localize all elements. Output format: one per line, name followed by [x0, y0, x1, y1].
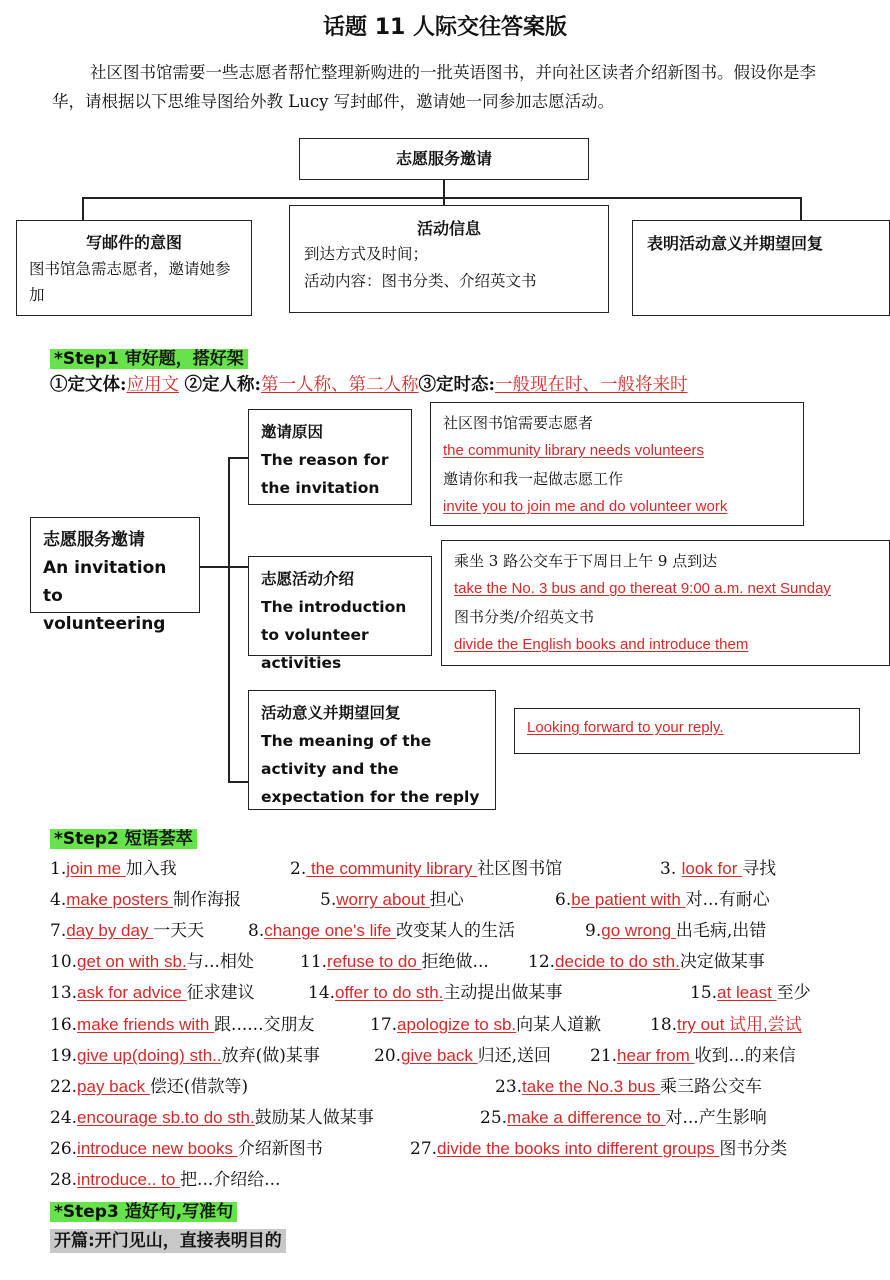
phrase-english: take the No.3 bus	[522, 1077, 661, 1096]
phrase-number: 28.	[50, 1170, 78, 1190]
phrase-item	[410, 1134, 787, 1159]
phrase-english: at least	[717, 983, 777, 1002]
intro-detail-2-cn: 图书分类/介绍英文书	[454, 608, 595, 626]
phrase-chinese: 至少	[776, 983, 811, 1003]
map1-intent-box	[16, 220, 252, 316]
map2-reason-box	[248, 409, 412, 505]
phrase-item	[495, 1072, 762, 1097]
phrase-english: hear from	[617, 1046, 695, 1065]
phrase-chinese: 对...有耐心	[685, 890, 770, 910]
step1-label: *Step1 审好题，搭好架	[50, 349, 248, 369]
phrase-english: give up(doing) sth..	[77, 1046, 222, 1065]
intro-paragraph: 社区图书馆需要一些志愿者帮忙整理新购进的一批英语图书，并向社区读者介绍新图书。假设你是李华，请根据以下思维导图给外教 Lucy 写封邮件，邀请她一同参加志愿活动。	[52, 63, 816, 111]
phrase-item	[555, 885, 770, 910]
phrase-item	[290, 854, 562, 879]
phrase-item	[50, 1103, 374, 1128]
connector	[228, 781, 248, 783]
map2-reason-cn: 邀请原因	[261, 423, 324, 441]
tense-label: ③定时态:	[418, 375, 495, 395]
phrase-item	[320, 885, 464, 910]
phrase-number: 21.	[590, 1046, 618, 1066]
intro-detail-1-en: take the No. 3 bus and go thereat 9:00 a.m. next Sunday	[454, 580, 831, 597]
phrase-item	[370, 1010, 601, 1035]
map2-intro-cn: 志愿活动介绍	[261, 570, 355, 588]
genre-label: ①定文体:	[50, 375, 127, 395]
phrase-english: day by day	[66, 921, 154, 940]
phrase-english: be patient with	[571, 890, 686, 909]
map2-meaning-box	[248, 690, 496, 810]
map2-root-en: An invitation to volunteering	[43, 558, 167, 634]
map1-meaning-box	[632, 220, 890, 316]
map1-info-box	[289, 205, 609, 313]
person-value: 第一人称、第二人称	[261, 375, 419, 395]
map1-root: 志愿服务邀请	[395, 149, 492, 168]
phrase-item	[50, 916, 204, 941]
phrase-item	[650, 1010, 802, 1035]
phrase-english: apologize to sb.	[397, 1015, 517, 1034]
phrase-english: encourage sb.to do sth.	[77, 1108, 255, 1127]
phrase-number: 27.	[410, 1139, 438, 1159]
phrase-chinese: 跟......交朋友	[214, 1015, 315, 1035]
phrase-chinese: 对...产生影响	[665, 1108, 767, 1128]
phrase-number: 24.	[50, 1108, 78, 1128]
step2-heading	[50, 824, 197, 849]
step1-heading	[50, 344, 248, 369]
map2-intro-box	[248, 556, 432, 672]
phrase-item	[528, 947, 765, 972]
connector	[82, 197, 84, 221]
phrase-chinese: 一天天	[153, 921, 205, 941]
opening-heading	[50, 1226, 286, 1251]
reason-detail-1-en: the community library needs volunteers	[443, 442, 704, 459]
phrase-english: go wrong	[601, 921, 676, 940]
phrase-item	[308, 978, 562, 1003]
phrase-number: 12.	[528, 952, 556, 972]
phrase-chinese: 改变某人的生活	[396, 921, 516, 941]
phrase-item	[690, 978, 811, 1003]
phrase-item	[590, 1041, 796, 1066]
map2-reason-detail-box	[430, 402, 804, 526]
map2-meaning-cn: 活动意义并期望回复	[261, 704, 401, 722]
connector	[200, 566, 248, 568]
phrase-item	[50, 1041, 320, 1066]
connector	[800, 197, 802, 221]
phrase-english: change one's life	[264, 921, 397, 940]
phrase-number: 10.	[50, 952, 78, 972]
phrase-chinese: 决定做某事	[679, 952, 765, 972]
phrase-item	[300, 947, 489, 972]
phrase-number: 19.	[50, 1046, 78, 1066]
phrase-english: worry about	[336, 890, 430, 909]
map2-root-cn: 志愿服务邀请	[43, 530, 145, 550]
phrase-chinese: 担心	[429, 890, 464, 910]
map2-intro-en: The introduction to volunteer activities	[261, 598, 407, 672]
phrase-item	[480, 1103, 767, 1128]
map1-info-line1: 到达方式及时间；	[304, 245, 429, 263]
phrase-chinese: 介绍新图书	[237, 1139, 323, 1159]
connector	[228, 457, 248, 459]
phrase-item	[50, 1134, 323, 1159]
phrase-english: give back	[401, 1046, 478, 1065]
page-title: 话题 11 人际交往答案版	[323, 15, 567, 40]
phrase-chinese: 主动提出做某事	[443, 983, 563, 1003]
reason-detail-2-en: invite you to join me and do volunteer work	[443, 498, 728, 515]
phrase-english: refuse to do	[327, 952, 422, 971]
phrase-number: 11.	[300, 952, 328, 972]
phrase-chinese: 鼓励某人做某事	[254, 1108, 374, 1128]
phrase-number: 13.	[50, 983, 78, 1003]
map2-meaning-en: The meaning of the activity and the expectation for the reply	[261, 732, 480, 806]
map1-intent-title: 写邮件的意图	[85, 233, 182, 252]
phrase-english: get on with sb.	[77, 952, 187, 971]
connector	[228, 457, 230, 782]
phrase-english: make friends with	[77, 1015, 215, 1034]
phrase-number: 18.	[650, 1015, 678, 1035]
phrase-number: 3.	[660, 859, 682, 879]
phrase-item	[50, 1165, 281, 1190]
phrase-item	[374, 1041, 551, 1066]
phrase-number: 14.	[308, 983, 336, 1003]
phrase-chinese: 制作海报	[173, 890, 241, 910]
phrase-english: introduce.. to	[77, 1170, 181, 1189]
map1-info-line2: 活动内容：图书分类、介绍英文书	[304, 272, 537, 290]
phrase-chinese: 出毛病,出错	[675, 921, 767, 941]
map2-reason-en: The reason for the invitation	[261, 451, 389, 497]
phrase-item	[585, 916, 766, 941]
phrase-number: 15.	[690, 983, 718, 1003]
phrase-number: 7.	[50, 921, 67, 941]
intro-detail-2-en: divide the English books and introduce them	[454, 636, 749, 653]
phrase-chinese: 寻找	[742, 859, 777, 879]
phrase-chinese: 与...相处	[186, 952, 254, 972]
phrase-english: the community library	[306, 859, 478, 878]
map1-info-title: 活动信息	[416, 219, 481, 238]
phrase-english: make posters	[66, 890, 173, 909]
phrase-english: try out 试用,尝试	[677, 1015, 802, 1034]
phrase-english: pay back	[77, 1077, 150, 1096]
phrase-number: 25.	[480, 1108, 508, 1128]
phrase-number: 22.	[50, 1077, 78, 1097]
phrase-english: make a difference to	[507, 1108, 666, 1127]
map1-intent-body: 图书馆急需志愿者，邀请她参加	[29, 260, 231, 304]
map1-root-box	[299, 138, 589, 180]
phrase-item	[50, 978, 255, 1003]
connector	[443, 180, 445, 198]
phrase-chinese: 放弃(做)某事	[221, 1046, 320, 1066]
phrase-chinese: 图书分类	[719, 1139, 788, 1159]
phrase-item	[50, 854, 177, 879]
phrase-number: 4.	[50, 890, 67, 910]
phrase-number: 17.	[370, 1015, 398, 1035]
phrase-english: join me	[66, 859, 126, 878]
phrase-number: 6.	[555, 890, 572, 910]
phrase-item	[660, 854, 776, 879]
person-label: ②定人称:	[184, 375, 262, 395]
reason-detail-2-cn: 邀请你和我一起做志愿工作	[443, 470, 624, 488]
phrase-chinese: 收到...的来信	[694, 1046, 796, 1066]
phrase-number: 26.	[50, 1139, 78, 1159]
step3-label: *Step3 造好句,写准句	[50, 1202, 237, 1222]
phrase-number: 23.	[495, 1077, 523, 1097]
phrase-item	[50, 1072, 248, 1097]
intro-detail-1-cn: 乘坐 3 路公交车于下周日上午 9 点到达	[454, 552, 718, 570]
phrase-item	[50, 1010, 314, 1035]
phrase-number: 8.	[248, 921, 265, 941]
phrase-chinese: 社区图书馆	[477, 859, 563, 879]
phrase-english: look for	[681, 859, 743, 878]
phrase-number: 2.	[290, 859, 307, 879]
phrase-number: 20.	[374, 1046, 402, 1066]
reason-detail-1-cn: 社区图书馆需要志愿者	[443, 414, 594, 432]
phrase-chinese: 加入我	[125, 859, 177, 879]
phrase-number: 5.	[320, 890, 337, 910]
genre-value: 应用文	[126, 375, 179, 395]
map2-meaning-detail-box	[514, 708, 860, 754]
phrase-english: offer to do sth.	[335, 983, 444, 1002]
phrase-item	[248, 916, 515, 941]
phrase-item	[50, 885, 241, 910]
map2-root-box	[30, 517, 200, 634]
phrase-english: decide to do sth.	[555, 952, 680, 971]
phrase-english: ask for advice	[77, 983, 187, 1002]
tense-value: 一般现在时、一般将来时	[494, 375, 688, 395]
phrase-chinese: 向某人道歉	[516, 1015, 602, 1035]
phrase-chinese: 归还,送回	[477, 1046, 551, 1066]
phrase-number: 16.	[50, 1015, 78, 1035]
phrase-chinese: 把...介绍给...	[180, 1170, 281, 1190]
meaning-detail-en: Looking forward to your reply.	[527, 719, 724, 736]
step2-label: *Step2 短语荟萃	[50, 829, 197, 849]
connector	[443, 197, 445, 205]
phrase-chinese: 偿还(借款等)	[149, 1077, 249, 1097]
phrase-chinese: 征求建议	[186, 983, 255, 1003]
phrase-chinese: 拒绝做...	[421, 952, 489, 972]
phrase-item	[50, 947, 254, 972]
step1-settings	[50, 371, 687, 396]
opening-label: 开篇:开门见山，直接表明目的	[50, 1229, 286, 1253]
phrase-english: introduce new books	[77, 1139, 238, 1158]
map1-meaning-title: 表明活动意义并期望回复	[647, 234, 824, 253]
phrase-chinese: 乘三路公交车	[660, 1077, 763, 1097]
map2-intro-detail-box	[441, 540, 890, 666]
phrase-english: divide the books into different groups	[437, 1139, 720, 1158]
connector	[82, 197, 802, 199]
phrase-number: 9.	[585, 921, 602, 941]
phrase-number: 1.	[50, 859, 67, 879]
step3-heading	[50, 1197, 237, 1222]
